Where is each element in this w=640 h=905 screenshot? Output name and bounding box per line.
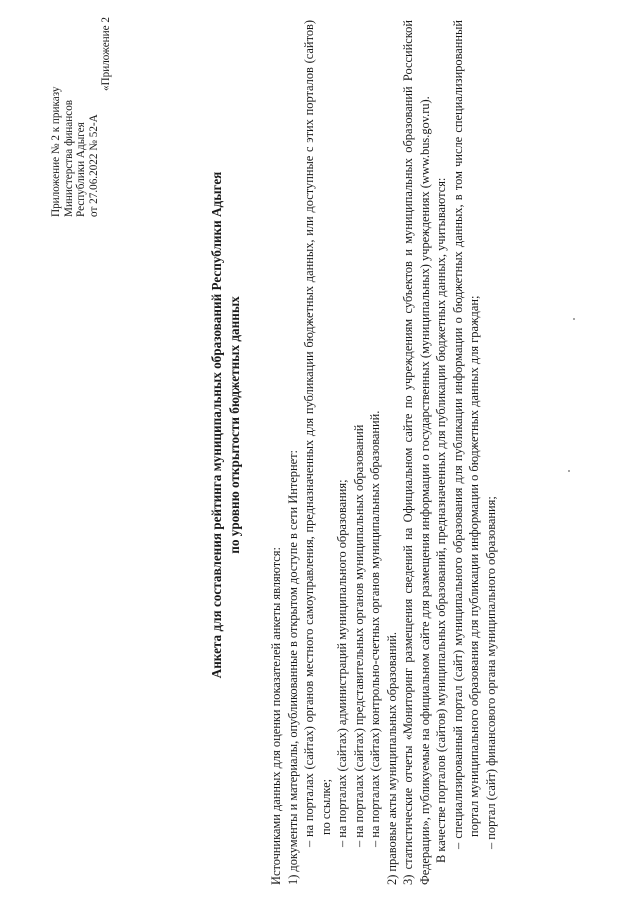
document-body [268,20,499,885]
document-title [208,65,244,785]
paragraph-item-3: 3) статистические отчеты «Мониторинг размещения сведений на Официальном сайте по учреждениям субъектов и муниципальных образований Российской Федерации», публикуемые на официальном сайте для размещения информации о государственных (муниципальных) учреждениях (www.bus.gov.ru). [401,20,432,885]
title-line: по уровню открытости бюджетных данных [227,296,242,554]
scan-speck [568,470,570,472]
paragraph-intro: Источниками данных для оценки показателей анкеты являются: [269,547,283,885]
scan-speck [573,318,575,320]
paragraph-item-1: 1) документы и материалы, опубликованные в открытом доступе в сети Интернет: [285,450,300,885]
list-item: – портал (сайт) финансового органа муниципального образования; [483,496,498,849]
list-item: – на порталах (сайтах) представительных органов муниципальных образований [351,424,366,847]
appendix-line: «Приложение 2 [100,17,113,92]
appendix-line: Республики Адыгея [75,122,88,217]
appendix-line: Приложение № 2 к приказу [50,86,62,217]
appendix-line: от 27.06.2022 № 52-А [87,114,100,217]
list-item: – на порталах (сайтах) контрольно-счетных органов муниципальных образований. [368,410,382,847]
appendix-line: Министерства финансов [62,99,75,217]
appendix-header [50,17,113,217]
paragraph-item-2: 2) правовые акты муниципальных образований. [384,632,399,885]
paragraph-portals-intro: В качестве порталов (сайтов) муниципальных образований, предназначенных для публикации бюджетных данных, учитываются: [434,177,448,863]
list-item: – специализированный портал (сайт) муниципального образования для публикации информации о бюджетных данных, в том числе специализированный портал муниципального образования для публикации информации о бюджетных данных для граждан; [450,20,481,849]
list-item: – на порталах (сайтах) администраций муниципального образования; [335,479,349,847]
title-line: Анкета для составления рейтинга муниципальных образований Республики Адыгея [209,171,224,679]
list-item: – на порталах (сайтах) органов местного самоуправления, предназначенных для публикации бюджетных данных, или доступные с этих порталов (сайтов) по ссылке; [302,20,333,847]
